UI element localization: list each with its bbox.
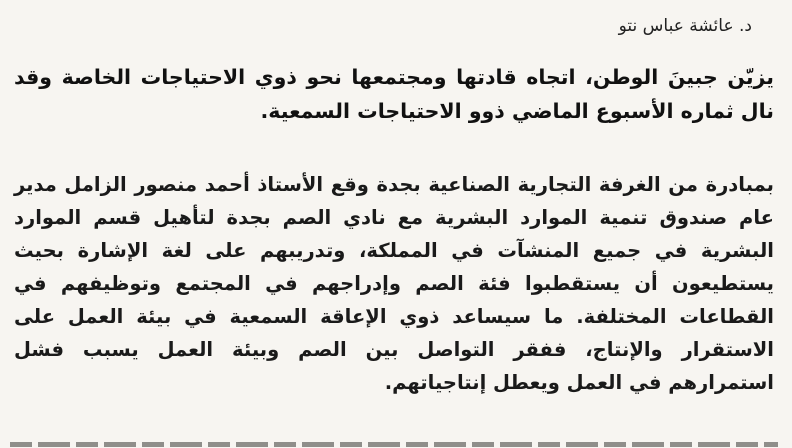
author-byline: د. عائشة عباس نتو bbox=[618, 16, 752, 36]
article-paragraph: بمبادرة من الغرفة التجارية الصناعية بجدة وقع الأستاذ أحمد منصور الزامل مدير عام صندوق تنمية الموارد البشرية مع نادي الصم بجدة لتأهيل قسم الموارد البشرية في جميع المنشآت في المملكة، وتدريبهم على لغة الإشارة بحيث يستطيعون أن يستقطبوا فئة الصم وإدراجهم في المجتمع وتوظيفهم في القطاعات المختلفة. ما سيساعد ذوي الإعاقة السمعية في بيئة العمل على الاستقرار والإنتاج، ففقر التواصل بين الصم وبيئة العمل يسبب فشل استمرارهم في العمل ويعطل إنتاجياتهم. bbox=[14, 173, 774, 394]
article-intro: يزيّن جبينَ الوطن، اتجاه قادتها ومجتمعها نحو ذوي الاحتياجات الخاصة وقد نال ثماره الأسبوع الماضي ذوو الاحتياجات السمعية. bbox=[14, 65, 774, 123]
